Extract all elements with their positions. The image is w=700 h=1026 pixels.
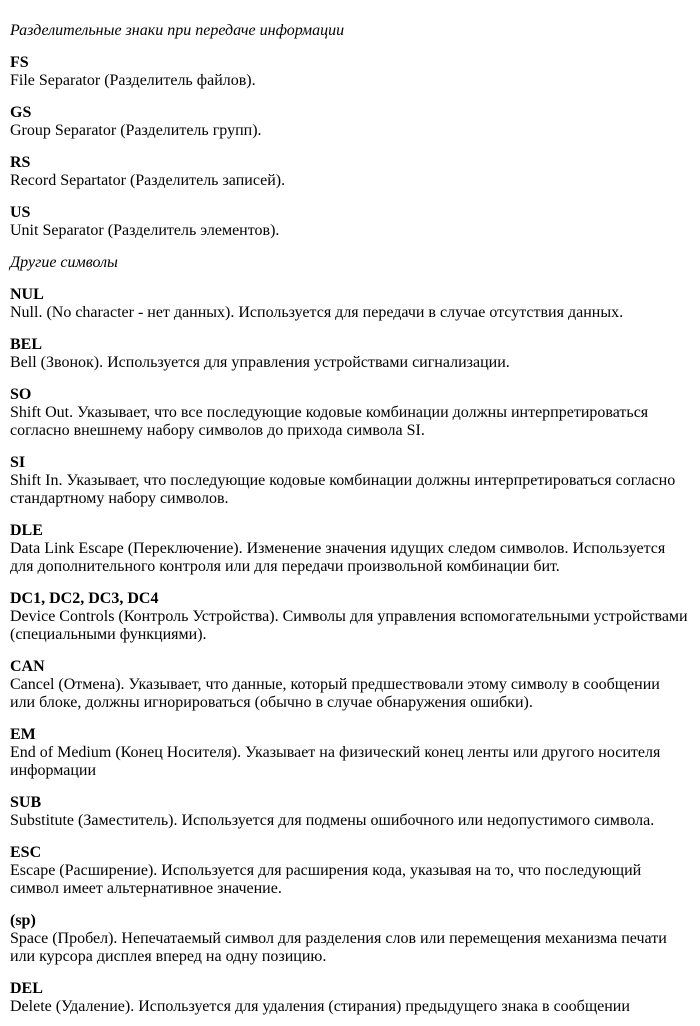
control-char-entry: [10, 912, 688, 966]
entry-code: BEL: [10, 336, 43, 353]
entry-code: (sp): [10, 912, 36, 929]
control-char-entry: [10, 454, 688, 508]
section-heading: Разделительные знаки при передаче информации: [10, 22, 345, 39]
entry-code: US: [10, 204, 31, 221]
entry-code: FS: [10, 54, 29, 71]
section-heading: Другие символы: [10, 254, 118, 271]
entry-code: EM: [10, 726, 36, 743]
control-char-entry: [10, 658, 688, 712]
control-char-entry: [10, 154, 688, 190]
section-entries: [10, 54, 688, 240]
control-char-entry: [10, 794, 688, 830]
entry-description: Bell (Звонок). Используется для управления устройствами сигнализации.: [10, 354, 510, 371]
entry-code: NUL: [10, 286, 44, 303]
entry-code: SI: [10, 454, 26, 471]
entry-description: Null. (No character - нет данных). Используется для передачи в случае отсутствия данных.: [10, 304, 624, 321]
entry-code: DC1, DC2, DC3, DC4: [10, 590, 159, 607]
entry-description: Group Separator (Разделитель групп).: [10, 122, 262, 139]
entry-description: Escape (Расширение). Используется для расширения кода, указывая на то, что последующий символ имеет альтернативное значение.: [10, 862, 642, 897]
entry-code: DLE: [10, 522, 43, 539]
entry-description: File Separator (Разделитель файлов).: [10, 72, 256, 89]
entry-description: Shift In. Указывает, что последующие кодовые комбинации должны интерпретироваться согласно стандартному набору символов.: [10, 472, 676, 507]
control-char-entry: [10, 54, 688, 90]
control-char-entry: [10, 286, 688, 322]
entry-description: Cancel (Отмена). Указывает, что данные, который предшествовали этому символу в сообщении или блоке, должны игнорироваться (обычно в случае обнаружения ошибки).: [10, 676, 660, 711]
entry-description: Substitute (Заместитель). Используется для подмены ошибочного или недопустимого символа.: [10, 812, 655, 829]
entry-code: SUB: [10, 794, 42, 811]
control-char-entry: [10, 104, 688, 140]
control-char-entry: [10, 386, 688, 440]
document-sections: [10, 22, 688, 1016]
control-char-entry: [10, 980, 688, 1016]
entry-code: DEL: [10, 980, 43, 997]
document-section: [10, 22, 688, 240]
control-char-entry: [10, 336, 688, 372]
control-char-entry: [10, 204, 688, 240]
control-char-entry: [10, 522, 688, 576]
entry-description: Record Separtator (Разделитель записей).: [10, 172, 286, 189]
entry-code: CAN: [10, 658, 45, 675]
entry-code: ESC: [10, 844, 42, 861]
entry-code: GS: [10, 104, 32, 121]
control-char-entry: [10, 844, 688, 898]
entry-description: Shift Out. Указывает, что все последующие кодовые комбинации должны интерпретироваться согласно внешнему набору символов до прихода символа SI.: [10, 404, 649, 439]
entry-description: Delete (Удаление). Используется для удаления (стирания) предыдущего знака в сообщении: [10, 998, 630, 1015]
entry-description: Data Link Escape (Переключение). Изменение значения идущих следом символов. Используется для дополнительного контроля или для передачи произвольной комбинации бит.: [10, 540, 666, 575]
entry-description: End of Medium (Конец Носителя). Указывает на физический конец ленты или другого носителя информации: [10, 744, 661, 779]
control-char-entry: [10, 590, 688, 644]
control-char-entry: [10, 726, 688, 780]
document-section: [10, 254, 688, 1016]
entry-description: Space (Пробел). Непечатаемый символ для разделения слов или перемещения механизма печати или курсора дисплея вперед на одну позицию.: [10, 930, 667, 965]
entry-code: SO: [10, 386, 32, 403]
entry-description: Unit Separator (Разделитель элементов).: [10, 222, 280, 239]
section-entries: [10, 286, 688, 1016]
entry-code: RS: [10, 154, 31, 171]
entry-description: Device Controls (Контроль Устройства). Символы для управления вспомогательными устройствами (специальными функциями).: [10, 608, 688, 643]
